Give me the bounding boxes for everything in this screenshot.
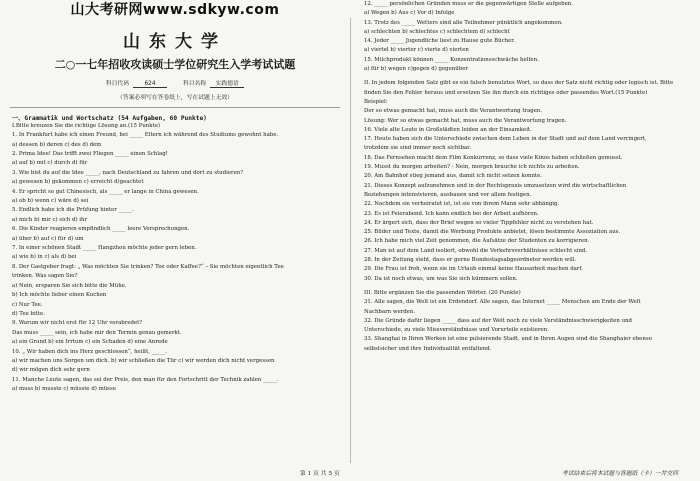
- column-divider: [350, 18, 351, 463]
- text-line: d) Tee bitte.: [12, 310, 45, 317]
- text-line: Der so etwas gemacht hat, muss auch die Verantwortung tragen.: [364, 108, 543, 115]
- question-list-part3: [352, 298, 700, 354]
- text-line: 28. In der Zeitung steht, dass er gerne Bundestagsabgeordneter werden will.: [364, 257, 577, 264]
- question-list-left: [0, 122, 350, 395]
- text-line: trotzdem sie sind immer noch sichtbar.: [364, 145, 471, 152]
- text-line: 3. Wie bist du auf die Idee _____, nach Deutschland zu fahren und dort zu studieren?: [12, 169, 244, 176]
- text-line: 30. Da ist noch etwas, um was Sie sich kümmern sollen.: [364, 275, 518, 282]
- exam-meta: [0, 78, 350, 88]
- text-line: Beziehungen intensivieren, ausbauen und vor allem festigen.: [364, 191, 532, 198]
- text-line: a) viertel b) vierter c) vierte d) vierten: [364, 47, 469, 54]
- text-line: a) ein Grund b) ein Irrtum c) ein Schaden d) eine Anrede: [12, 339, 168, 346]
- text-line: a) gewesen b) gekommen c) erreicht d)geachtet: [12, 179, 144, 186]
- text-line: a) dessen b) deren c) des d) dem: [12, 141, 102, 148]
- text-line: 31. Alle sagen, die Welt ist ein Erdendorf. Alle sagen, das Internet _____ Menschen am Ende der Welt: [364, 299, 641, 306]
- text-line: a) wie b) in c) als d) bei: [12, 254, 77, 261]
- text-line: 5. Endlich habe ich die Prüfung hinter _____.: [12, 207, 134, 214]
- text-line: b) Ich möchte lieber einen Kuchen: [12, 292, 107, 299]
- example-block: [352, 98, 700, 126]
- text-line: a) muss b) musste c) müsste d) müsse: [12, 386, 116, 393]
- subject-name: 科目名称 实践德语: [183, 78, 244, 88]
- text-line: Lösung: Wer so etwas gemacht hat, muss auch die Verantwortung tragen.: [364, 117, 567, 124]
- text-line: c) Nur Tee.: [12, 301, 43, 308]
- text-line: a) wir machen uns Sorgen um dich. b) wir schließen die Tür c) wir werden dich nicht vergessen: [12, 357, 275, 364]
- text-line: 15. Milchprodukt können _____ Konzentrationsschwäche helfen.: [364, 56, 539, 63]
- text-line: 2. Prima Idee! Das trifft zwei Fliegen _____ einen Schlag!: [12, 151, 168, 158]
- text-line: a) über b) auf c) für d) um: [12, 235, 84, 242]
- text-line: 14. Jeder _____ Jugendliche liest zu Hause gute Bücher.: [364, 38, 515, 45]
- left-column: [0, 0, 350, 463]
- text-line: trinken. Was sagen Sie?: [12, 273, 78, 280]
- text-line: 24. Er ärgert sich, dass der Brief wegen so vieler Tippfehler nicht zu verstehen hat.: [364, 219, 594, 226]
- text-line: 33. Shanghai in Ihren Werken ist eine pulsierende Stadt, und in Ihren Augen sind die Shanghaier ebenso: [364, 336, 652, 343]
- part2-instructions: II. In jedem folgenden Satz gibt es ein falsch benutztes Wort, so dass der Satz nicht richtig oder logisch ist. Bitte finden Sie den Fehler heraus und ersetzen Sie ihn durch ein richtiges oder passendes Wort.(15 Punkte): [364, 80, 674, 96]
- text-line: 21. Dieses Konzept aufzunehmen und in der Rechtspraxis umzusetzen wird die wirtschaftlichen: [364, 182, 627, 189]
- header-rule: [10, 107, 340, 108]
- text-line: 8. Der Gastgeber fragt: „ Was möchten Sie trinken? Tee oder Kaffee?“ – Sie möchten eigentlich Tee: [12, 263, 284, 270]
- text-line: a) Nein, ersparen Sie sich bitte die Mühe.: [12, 282, 127, 289]
- question-list-part2: [352, 126, 700, 284]
- text-line: 6. Die Kinder reagieren empfindlich _____ leere Versprechungen.: [12, 226, 190, 233]
- text-line: selbstsicher und ihre Individualität entfaltend.: [364, 345, 492, 352]
- text-line: 4. Er spricht so gut Chinesisch, als _____ er lange in China gewesen.: [12, 188, 199, 195]
- text-line: 27. Man ist auf dem Land isoliert, obwohl die Verkehrsverhältnisse schlecht sind.: [364, 247, 588, 254]
- text-line: a) Wegen b) Aus c) Vor d) Infolge: [364, 10, 455, 17]
- subject-code: 科目代码 624: [106, 78, 167, 88]
- right-column: [352, 0, 700, 463]
- text-line: 1. In Frankfurt habe ich einen Freund, bei _____ Eltern ich während des Studiums gewohnt habe.: [12, 132, 279, 139]
- exam-title: 二○一七年招收攻读硕士学位研究生入学考试试题: [54, 58, 296, 71]
- text-line: 19. Musst du morgen arbeiten? - Nein, morgen brauche ich nichts zu arbeiten.: [364, 164, 580, 171]
- text-line: 16. Viele alte Leute in Großstädten leiden an der Einsamkeit.: [364, 126, 532, 133]
- text-line: 32. Die Gründe dafür liegen _____ dass auf der Welt noch zu viele Verständnisschwierigkeiten und: [364, 317, 633, 324]
- text-line: 13. Trotz des _____ Wetters sind alle Teilnehmer pünktlich angekommen.: [364, 19, 563, 26]
- text-line: a) für b) wegen c)gegen d) gegenüber: [364, 66, 468, 73]
- section-heading: 一、Grammatik und Wortschatz (54 Aufgaben, 60 Punkte): [12, 114, 207, 122]
- text-line: Unterschiede, zu viele Missverständnisse und Vorurteile existieren.: [364, 327, 549, 334]
- watermark: 山大考研网www.sdkyw.com: [70, 2, 280, 18]
- answer-note: （答案必须写在答卷纸上，写在试题上无效）: [117, 95, 233, 101]
- text-line: 25. Bilder und Texte, damit die Werbung Produkte anbietet, lösen bestimmte Assoziation aus.: [364, 229, 621, 236]
- footer-note: 考试结束后将本试题与答题纸（卡）一并交回: [562, 471, 678, 477]
- text-line: 9. Warum wir nicht erst für 12 Uhr verabredet?: [12, 320, 143, 327]
- text-line: a) schlechten b) schlechtes c) schlechtem d) schlecht: [364, 28, 510, 35]
- text-line: a) ob b) wenn c) wäre d) sei: [12, 198, 89, 205]
- text-line: d) wir mögen dich sehr gern: [12, 367, 90, 374]
- page-footer: [0, 463, 700, 481]
- text-line: 7. In einer schönen Stadt _____ Hangzhou möchte jeder gern leben.: [12, 245, 197, 252]
- part3-instructions: III. Bitte ergänzen Sie die passenden Wörter. (20 Punkte): [364, 289, 521, 296]
- text-line: Nachbarn werden.: [364, 308, 416, 315]
- text-line: 11. Manche Leute sagen, das sei der Preis, den man für den Fortschritt der Technik zahlen _____.: [12, 376, 279, 383]
- page-number: 第 1 页 共 5 页: [300, 471, 340, 477]
- text-line: 17. Heute haben sich die Unterschiede zwischen dem Leben in der Stadt und auf dem Land verringert,: [364, 136, 647, 143]
- text-line: 10. „ Wir haben dich ins Herz geschlossen“, heißt, _____.: [12, 348, 167, 355]
- text-line: Beispiel:: [364, 98, 388, 105]
- text-line: 23. Es ist Feierabend. Ich kann endlich bei der Arbeit aufhören.: [364, 210, 539, 217]
- text-line: 12. _____ persönlichen Gründen muss er die gegenwärtigen Stelle aufgeben.: [364, 1, 573, 7]
- text-line: 22. Nachdem sie verheiratet ist, ist sie von ihrem Mann sehr abhängig.: [364, 201, 560, 208]
- text-line: a) auf b) mit c) durch d) für: [12, 160, 88, 167]
- text-line: a) mich b) mir c) sich d) ihr: [12, 216, 88, 223]
- text-line: 29. Die Frau ist froh, wenn sie im Urlaub einmal keine Hausarbeit machen darf.: [364, 266, 583, 273]
- text-line: 18. Das Fernsehen macht dem Film Konkurrenz, so dass viele Kinos haben schließen gemusst.: [364, 154, 623, 161]
- text-line: 20. Am Bahnhof stieg jemand aus, damit ich nicht setzen konnte.: [364, 173, 543, 180]
- text-line: 26. Ich habe mich viel Zeit genommen, die Aufsätze der Studenten zu korrigieren.: [364, 238, 590, 245]
- university-title: 山东大学: [123, 32, 227, 52]
- question-list-right-top: [352, 0, 700, 74]
- text-line: I.Bitte kreuzen Sie die richtige Lösung an.(15 Punkte): [12, 122, 160, 129]
- text-line: Das muss _____ sein, ich habe mir den Termin genau gemerkt.: [12, 329, 182, 336]
